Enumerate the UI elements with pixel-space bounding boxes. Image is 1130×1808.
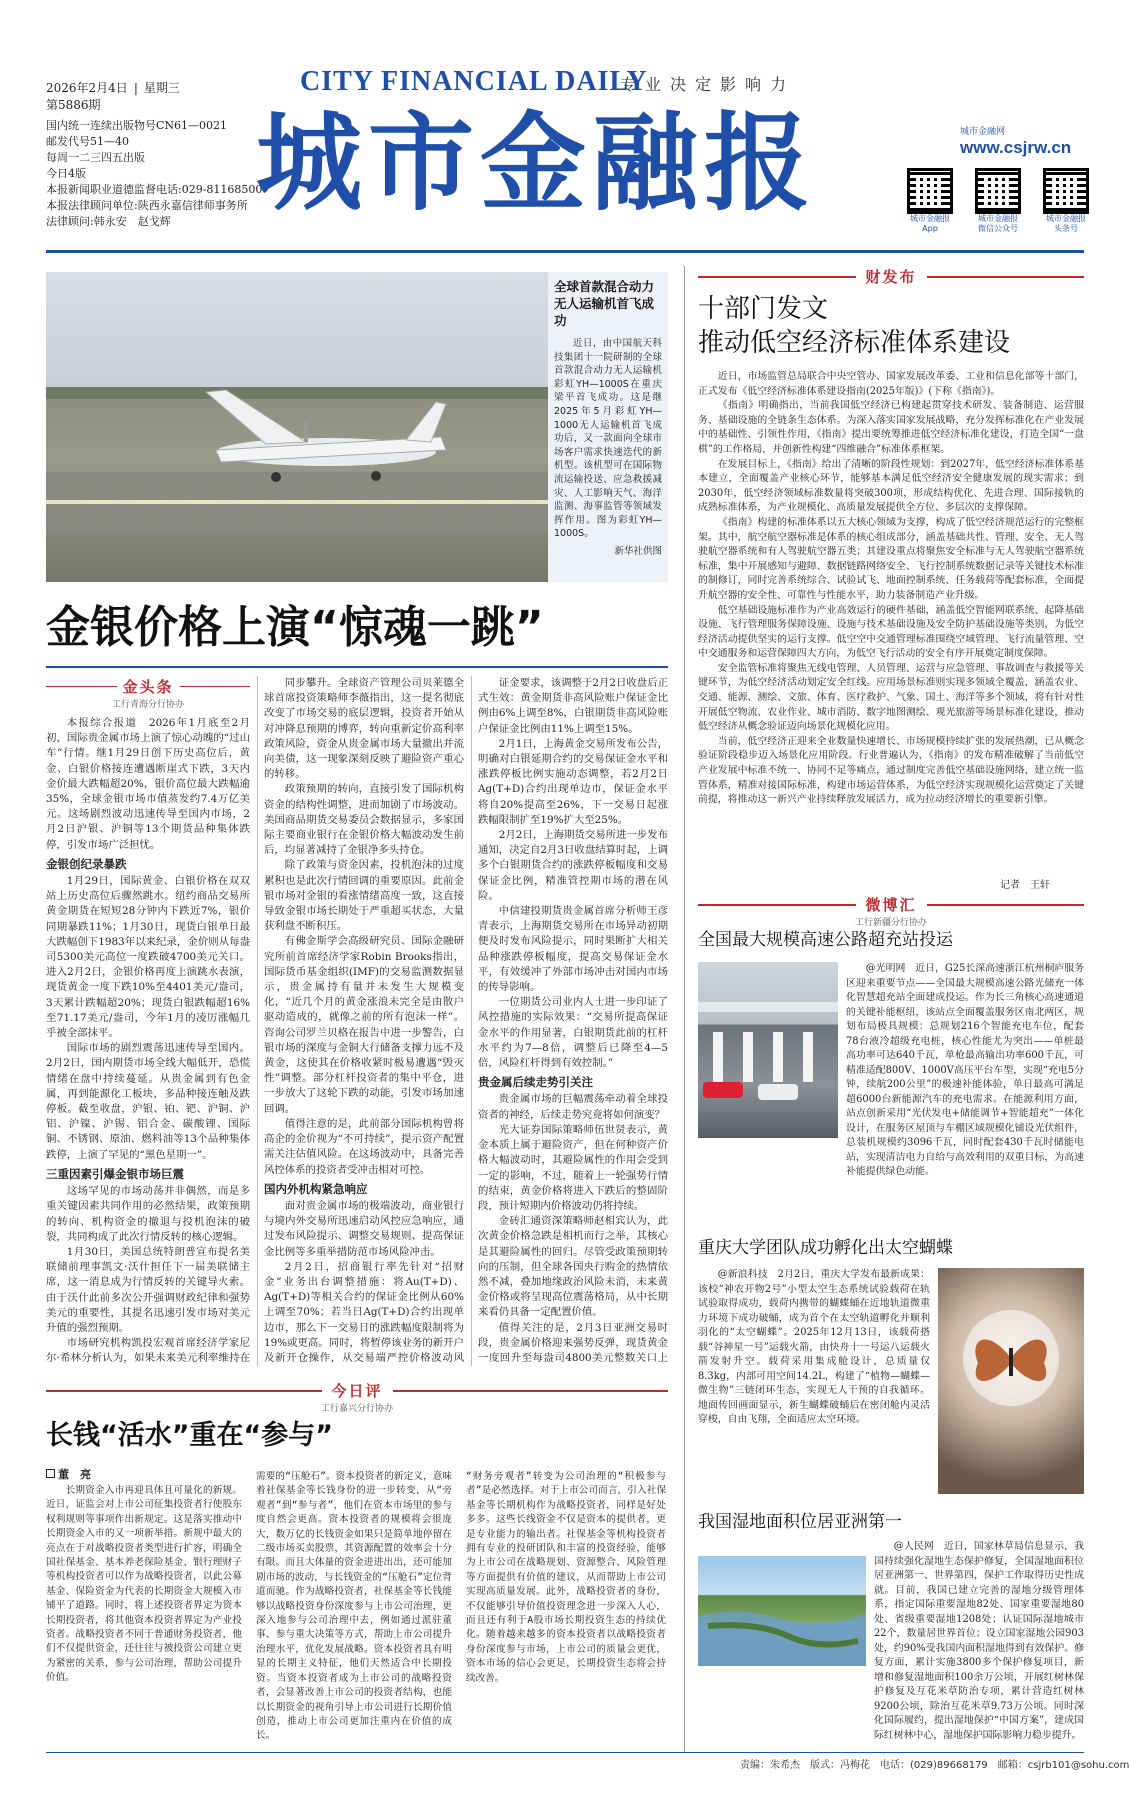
paragraph: 除了政策与资金因素，投机泡沫的过度累积也是此次行情回调的重要原因。此前金银市场对金银的看涨情绪高度一致，这直接导致金银市场长期处于严重超买状态，大量获利盘不断积压。 — [264, 859, 464, 933]
story2-photo — [938, 1268, 1084, 1494]
paragraph: 政策预期的转向，直接引发了国际机构资金的结构性调整，进而加剧了市场波动。美国商品期货交易委员会数据显示，多家国际主要商业银行在金银价格大幅波动发生前后，均显著减持了金银净多头持仓。 — [264, 783, 464, 857]
main-story-col1 — [46, 716, 250, 1366]
footer-designer: 版式：冯梅花 — [810, 1760, 870, 1771]
section-subhead: 金银创纪录暴跌 — [46, 856, 127, 871]
qr-toutiao[interactable]: 城市金融报 头条号 — [1036, 168, 1096, 234]
paragraph: 中信建投期货贵金属首席分析师王彦青表示，上海期货交易所在市场异动初期便及时发布风险提示，同时果断扩大相关品种涨跌停板幅度，提高交易保证金水平，有效缓冲了外部市场冲击对国内市场的传导影响。 — [478, 905, 668, 994]
qr-group — [900, 168, 1096, 234]
paragraph: 在发展目标上，《指南》给出了清晰的阶段性规划：到2027年，低空经济标准体系基本建立，全面覆盖产业核心环节，能够基本满足低空经济安全健康发展的现实需求；到2030年，低空经济领域标准数量将突破300项，形成结构优化、先进合理、国际接轨的成熟标准体系，为产业规模化、高质量发展提供全方位、多层次的支撑保障。 — [698, 458, 1084, 514]
paragraph: 一位期货公司业内人士进一步印证了风控措施的实际效果：“交易所提高保证金水平的作用显著，白银期货此前的杠杆水平约为7—8倍，调整后已降至4—5倍，风险杠杆得到有效控制。” — [478, 996, 668, 1070]
paragraph: 有佛金斯学会高级研究员、国际金融研究所前首席经济学家Robin Brooks指出，国际货币基金组织(IMF)的交易监测数据显示，贵金属持有量并未发生大规模变化，“近几个月的黄金涨浪未完全是由散户驱动造成的，就像之前的所有泡沫一样”。咨询公司罗兰贝格在报告中进一步警告，白银市场的深度与金铜大行储备支撑力远不及黄金，这使其在价格收紧时极易遭遇“毁灭性”调整。部分杠杆投资者的集中平仓，进一步放大了这轮下跌的动能，引发市场加速回调。 — [264, 935, 464, 1115]
paragraph: 面对贵金属市场的极端波动，商业银行与境内外交易所迅速启动风控应急响应，通过发布风险提示、调整交易规则、提高保证金比例等多重举措防范市场风险冲击。 — [264, 1199, 464, 1258]
paragraph: 金砖汇通资深策略师赵相宾认为，此次黄金价格急跌是相机而行之举，其核心是其避险属性的回归。尽管受政策预期转向的压制，但全球各国央行购金的热情依然不减，叠加地缘政治风险未消，未来黄金价格或将呈现高位震荡格局，从中长期来看仍具备一定配置价值。 — [478, 1215, 668, 1319]
section-subhead: 国内外机构紧急响应 — [264, 1181, 368, 1196]
paragraph: 安全监管标准将聚焦无线电管理、人员管理、运营与应急管理、事故调查与救援等关键环节，为低空经济活动划定安全红线。应用场景标准则实现多领域全覆盖，涵盖农业、交通、能源、测绘、文旅、体育、医疗救护、气象、国土、海洋等多个领域，将有针对性开展低空物流、农业作业、城市消防、数字地图测绘、观光旅游等场景标准化建设，推动低空经济从概念验证迈向场景化规模化应用。 — [698, 662, 1084, 733]
paragraph: 1月30日，美国总统特朗普宣布提名美联储前理事凯文·沃什担任下一届美联储主席，这一消息成为行情反转的关键导火索。由于沃什此前多次公开强调财政纪律和强势美元的重要性，其提名迅速引发市场对美元升值的强烈预期。 — [46, 1245, 250, 1334]
main-story-col2 — [264, 676, 464, 1366]
page-count: 今日4版 — [46, 167, 86, 180]
footer-phone: 电话：(029)89668179 — [880, 1760, 988, 1771]
issue-number: 第5886期 — [46, 98, 101, 112]
paragraph: 本报综合报道 2026年1月底至2月初，国际贵金属市场上演了惊心动魄的“过山车”行情。继1月29日创下历史高位后，黄金、白银价格接连遭遇断崖式下跌，3天内金价最大跌幅超20%，银价高位最大跌幅逾35%，全球金银市场市值蒸发约7.4万亿美元。这场剧烈波动迅速传导至国内市场，2月2日沪银、沪铜等13个期货品种集体跌停，引发市场广泛担忧。 — [46, 717, 250, 851]
main-tag-sponsor: 工行青海分行协办 — [111, 700, 184, 710]
commentary-col1: 长期资金入市再迎具体且可量化的新规。近日，证监会对上市公司征集投资者行使股东权利规则等事项作出新规定。这是落实推动中长期资金入市的又一项新举措。新规中最大的亮点在于对战略投资者类型进行扩容，明确全国社保基金、基本养老保险基金、银行理财子等机构投资者可以作为战略投资者，以此公募基金、保险资金为代表的长期资金大规模入市铺平了道路。同时，将上述投资者界定为资本长期投资者，将其他资本投资者界定为产业投资者。战略投资者不同于普通财务投资者，他们不仅提供资金，还往往与被投资公司建立更为紧密的关系，参与公司治理，帮助公司提升价值。 — [46, 1485, 242, 1684]
col-divider — [471, 676, 472, 1366]
paragraph: 低空基础设施标准作为产业高效运行的硬件基础，涵盖低空智能网联系统、起降基础设施、飞行管理服务保障设施、设施与技术基础设施及安全防护基础设施等类别，为低空经济活动提供坚实的运行支撑。低空空中交通管理标准围绕空域管理、飞行流量管理、空中交通服务和运营保障四大方向，为低空飞行活动的安全有序开展奠定制度保障。 — [698, 604, 1084, 660]
right-top-author: 记者 王轩 — [1000, 880, 1050, 891]
issue-weekday: 星期三 — [143, 81, 180, 95]
paragraph: 值得关注的是，2月3日亚洲交易时段，贵金属价格迎来强势反弹，现货黄金一度回升至每盎司4800美元整数关口上 — [478, 1321, 668, 1364]
main-tag-block — [46, 676, 250, 710]
site-url[interactable]: www.csjrw.cn — [960, 138, 1072, 157]
chinese-title: 城市金融报 — [256, 102, 816, 225]
right-top-headline1: 十部门发文 — [698, 294, 829, 324]
paragraph: 1月29日，国际黄金、白银价格在双双站上历史高位后骤然跳水。纽约商品交易所黄金期货在短短28分钟内下跌近7%，银价同期暴跌11%；1月30日，现货白银单日最大跌幅创下1983年以来纪录，金价则从每盎司5300美元高位一度跌破4700美元关口。进入2月2日，金银价格再度上演跳水表演，现货黄金一度下跌10%至4401美元/盎司，3天累计跌幅超20%；现货白银跌幅超16%至71.17美元/盎司，今年1月的凌厉涨幅几乎被全部抹平。 — [46, 875, 250, 1040]
story3-photo — [698, 1556, 866, 1666]
right-top-tag: 财发布 — [865, 268, 917, 286]
story2-body: @新浪科技 2月2日，重庆大学发布最新成果：该校“神农开物2号”小型太空生态系统试验载荷在轨试验取得成功，载荷内携带的蝴蝶蛹在近地轨道微重力环境下成功破蛹，成为首个在太空轨道孵化并顺利羽化的“太空蝴蝶”。2025年12月13日，该载荷搭载“谷神星一号”运载火箭，由快舟十一号运八运载火箭发射升空。载荷采用集成舱设计，总质量仅8.3kg，内部可用空间14.2L，构建了“植物—蝴蝶—微生物”三链闭环生态，实现无人干预的自我循环。地面传回画面显示，新生蝴蝶破蛹后在密闭舱内灵活穿梭，自由飞翔，全面适应太空环境。 — [698, 1269, 930, 1425]
legal-counsel: 法律顾问:韩永安 赵戈辉 — [46, 215, 171, 228]
right-mid-tag-block — [698, 894, 1084, 928]
ethics-hotline: 本报新闻职业道德监督电话:029-81168500 — [46, 183, 263, 196]
main-tag: 金头条 — [122, 678, 174, 696]
story3-body: @人民网 近日，国家林草局信息显示，我国持续强化湿地生态保护修复，全国湿地面积位居亚洲第一、世界第四，保护工作取得历史性成就。目前，我国已建立完善的湿地分级管理体系，指定国际重要湿地82处、国家重要湿地80处、省级重要湿地1208处；认证国际湿地城市22个，数量居世界首位；设立国家湿地公园903处，约90%受我国内面积湿地得到有效保护。修复方面，累计实施3800多个保护修复项目，新增和修复湿地面积100余万公顷，开展红树林保护修复及互花米草防治专项，累计营造红树林9200公顷，除治互花米草9.73万公顷。同时深化国际履约，提出湿地保护“中国方案”，建成国际红树林中心，湿地保护国际影响力稳步提升。 — [874, 1541, 1084, 1741]
right-mid-tag: 微博汇 — [865, 896, 917, 914]
commentary-author: 董 亮 — [58, 1468, 91, 1481]
main-story-col3 — [478, 676, 668, 1366]
paragraph: 市场研究机构凯投宏观首席经济学家尼尔·希林分析认为，如果未来美元利率维持在 — [46, 1337, 250, 1365]
story2-headline: 重庆大学团队成功孵化出太空蝴蝶 — [698, 1238, 953, 1258]
paragraph: 近日，市场监管总局联合中央空管办、国家发展改革委、工业和信息化部等十部门，正式发布《低空经济标准体系建设指南(2025年版)》(下称《指南》)。 — [698, 371, 1084, 397]
qr-wechat[interactable]: 城市金融报 微信公众号 — [968, 168, 1028, 234]
story1-photo — [698, 962, 838, 1138]
footer-editor: 责编：朱希杰 — [740, 1760, 800, 1771]
masthead-meta: 2026年2月4日 | 星期三 第5886期 国内统一连续出版物号CN61—0021 邮发代号51—40 每周一二三四五出版 今日4版 本报新闻职业道德监督电话:029-81168500 本报法律顾问单位:陕西永嘉信律师事务所 法律顾问:韩永安 赵戈辉 — [46, 81, 263, 228]
main-headline: 金银价格上演“惊魂一跳” — [46, 602, 544, 653]
masthead-rule — [46, 250, 1084, 253]
footer-rule — [46, 1752, 1084, 1753]
paragraph: 当前，低空经济正迎来全业数量快速增长、市场规模持续扩张的发展热潮，已从概念验证阶段稳步迈入场景化应用阶段。行业普遍认为，《指南》的发布精准破解了当前低空产业发展中标准不统一、协同不足等痛点，通过制度完善低空基础设施网络，建立统一监管体系，精准对接国际标准，构建市场运营体系，为低空经济实现规模化运营奠定了关键前提，将推动这一新兴产业持续释放发展活力，成为拉动经济增长的重要新引擎。 — [698, 735, 1084, 806]
lead-photo-caption — [548, 272, 668, 582]
commentary-tag-block — [46, 1380, 668, 1414]
wetland-icon — [698, 1556, 866, 1666]
right-mid-sponsor: 工行新疆分行协办 — [854, 918, 927, 928]
english-title: CITY FINANCIAL DAILY — [300, 66, 648, 97]
commentary-sponsor: 工行嘉兴分行协办 — [320, 1404, 393, 1414]
footer-email[interactable]: 邮箱：csjrb101@sohu.com — [997, 1760, 1130, 1771]
paragraph: 《指南》明确指出，当前我国低空经济已构建起贯穿技术研发、装备制造、运营服务、基础设施的全链条生态体系。为深入落实国家发展战略，充分发挥标准化在产业发展中的基础性、引领性作用，《指南》提出要统筹推进低空经济标准化建设，打造全国“一盘棋”的工作格局，并创新性构建“四维融合”标准体系框架。 — [698, 400, 1084, 455]
author-box-icon — [46, 1469, 55, 1478]
issue-date: 2026年2月4日 — [46, 81, 128, 95]
section-subhead: 三重因素引爆金银市场巨震 — [46, 1166, 184, 1181]
col-divider — [257, 676, 258, 1366]
story1-headline: 全国最大规模高速公路超充站投运 — [698, 930, 953, 950]
commentary-tag: 今日评 — [331, 1382, 383, 1400]
publish-frequency: 每周一二三四五出版 — [46, 151, 145, 164]
qr-app[interactable]: 城市金融报 App — [900, 168, 960, 234]
paragraph: 2月2日，上海期货交易所进一步发布通知，决定自2月3日收盘结算时起，上调多个白银期货合约的涨跌停板幅度和交易保证金比例，精准管控期市场的潜在风险。 — [478, 829, 668, 902]
story3-headline: 我国湿地面积位居亚洲第一 — [698, 1512, 902, 1532]
paragraph: 光大证券国际策略师伍世贤表示，黄金本质上属于避险资产，但在何种资产价格大幅波动时，其避险属性的作用会受到一定的影响，不过，随着上一轮强势行情的结束，黄金价格将进入下跌后的整固阶段，预计短期内价格波动仍将持续。 — [478, 1123, 668, 1212]
paragraph: 国际市场的剧烈震荡迅速传导至国内。2月2日，国内期货市场全线大幅低开，恐慌情绪在盘中持续蔓延。从贵金属到有色金属，再到能源化工板块，多品种接连触及跌停板。截至收盘，沪银、铂、钯、沪铜、沪铝、沪镍、沪锡、铝合金、碳酸锂、国际铜、不锈钢、原油、燃料油等13个品种集体跌停，上演了罕见的“黑色星期一”。 — [46, 1042, 250, 1161]
caption-title: 全球首款混合动力 无人运输机首飞成功 — [554, 279, 655, 328]
right-top-tag-block — [698, 266, 1084, 287]
caption-credit: 新华社供图 — [614, 545, 662, 557]
brand-small: 城市金融网 — [960, 127, 1006, 137]
paragraph: 2月2日，招商银行率先针对“招财金”业务出台调整措施：将Au(T+D)、Ag(T+D)等相关合约的保证金比例从60%上调至70%；若当日Ag(T+D)合约出现单边市，那么下一交易日的涨跌幅度限制将为19%或更高。同时，将暂停该业务的新开户及新开仓操作，从交易端严控价格波动风 — [264, 1260, 464, 1364]
paragraph: 贵金属市场的巨幅震荡牵动着全球投资者的神经，后续走势究竟将如何演变？ — [478, 1093, 668, 1121]
right-col-divider — [684, 266, 685, 1752]
lead-photo — [46, 272, 548, 582]
commentary-col3: “财务旁观者”转变为公司治理的“积极参与者”是必然选择。对于上市公司而言，引入社保基金等长期机构作为战略投资者，同样是好处多多。这些长线资金不仅是资本的提供者，更是专业能力的输出者。社保基金等机构投资者拥有专业的投研团队和丰富的投资经验，能够为上市公司在战略规划、资源整合、风险管理等方面提供有价值的建议，从而帮助上市公司实现高质量发展。此外，战略投资者的身份，不仅能够引导价值投资理念进一步深入人心，而且还有利于A股市场长期投资生态的持续优化。随着越来越多的资本投资者以战略投资者身份深度参与市场，上市公司的质量会更优，资本市场的信心会更足，长期投资生态将会持续改善。 — [466, 1471, 666, 1684]
legal-counsel-unit: 本报法律顾问单位:陕西永嘉信律师事务所 — [46, 199, 248, 212]
right-top-body — [698, 370, 1084, 890]
headline-rule — [46, 666, 668, 668]
story1-body: @光明网 近日，G25长深高速浙江杭州桐庐服务区迎来重要节点——全国最大规模高速公路光储充一体化智慧超充站全面建成投运。作为长三角核心高速通道的关键补能枢纽，该站点全面覆盖服务区南北两区，规划布局极具规模：总规划216个智能充电车位，配套78台液冷超级充电桩，核心性能尤为突出——单桩最高功率可达640千瓦，单枪最高输出功率600千瓦，可精准适配800V、1000V高压平台车型，实现“充电5分钟，续航200公里”的极速补能体验，单日最高可满足超6000台新能源汽车的充电需求。在能源利用方面，站点创新采用“光伏发电+储能调节+智能超充”一体化设计，在服务区屋顶与车棚区域规模化铺设光伏组件，总装机规模约3096千瓦，同时配套430千瓦时储能电站，实现清洁电力自给与高效利用的双重目标，为高速补能提供绿色动能。 — [846, 963, 1084, 1177]
paragraph: 证金要求，该调整于2月2日收盘后正式生效：黄金期货非高风险账户保证金比例由6%上调至8%，白银期货非高风险账户保证金比例由11%上调至15%。 — [478, 677, 668, 735]
footer-credits — [740, 1756, 1129, 1771]
cn-number: 国内统一连续出版物号CN61—0021 — [46, 119, 228, 132]
charging-station-icon — [698, 962, 838, 1138]
right-top-headline2: 推动低空经济标准体系建设 — [698, 328, 1011, 358]
commentary-col2: 需要的“压舱石”。资本投资者的新定义，意味着社保基金等长钱身份的进一步转变，从“旁观者”到“参与者”，他们在资本市场里的参与度自然会更高。资本投资者的规模将会很庞大，数万亿的长钱资金如果只是简单地停留在二级市场买卖股票，其资源配置的效率会十分有限。而且大体量的资金进进出出，还可能加剧市场的波动，与长钱资金的“压舱石”定位背道而驰。作为战略投资者，社保基金等长钱能够以战略投资身份深度参与上市公司治理，更深入地参与公司治理中去，例如通过派驻董事、参与重大决策等方式，帮助上市公司提升治理水平，优化发展战略。资本投资者具有明显的长期主义特征，他们天然适合中长期投资。当资本投资者成为上市公司的战略投资者，会显著改善上市公司的投资者结构，也能以长期资金的视角引导上市公司进行长期价值创造，推动上市公司更加注重内在价值的成长。 — [256, 1471, 452, 1742]
drone-aircraft-icon — [46, 272, 548, 582]
commentary-headline: 长钱“活水”重在“参与” — [46, 1420, 333, 1451]
caption-body: 近日，由中国航天科技集团十一院研制的全球首款混合动力无人运输机彩虹YH—1000S在重庆梁平首飞成功。这是继2025年5月彩虹YH—1000无人运输机首飞成功后，又一款面向全球市场客户需求快速迭代的新机型。该机型可在国际物流运输投送、应急救援减灾、人工影响天气、海洋监测、海事监管等领域发挥作用。图为彩虹YH—1000S。 — [554, 338, 662, 540]
butterfly-icon — [938, 1268, 1084, 1494]
paragraph: 同步攀升。全球资产管理公司贝莱德全球首席投资策略师李薇指出，这一提名彻底改变了市场交易的底层逻辑，投资者开始从对冲降息预期的博弈，转向重新定价高利率政策风险，资金从贵金属市场大量撤出并流向美债，这一现象深刻反映了避险资产重心的转移。 — [264, 677, 464, 781]
slogan: 专业决定影响力 — [620, 75, 796, 94]
section-subhead: 贵金属后续走势引关注 — [478, 1075, 593, 1090]
commentary-author-block — [46, 1466, 91, 1482]
paragraph: 值得注意的是，此前部分国际机构曾将高企的金价视为“不可持续”，提示资产配置需关注估值风险。在这场波动中，具备完善风控体系的投资者受冲击相对可控。 — [264, 1117, 464, 1176]
paragraph: 2月1日，上海黄金交易所发布公告，明确对白银延期合约的交易保证金水平和涨跌停板比例实施动态调整，若2月2日Ag(T+D)合约出现单边市，保证金水平将自20%提高至26%，下一交易日起涨跌幅限制扩至19%扩大至25%。 — [478, 737, 668, 826]
paragraph: 这场罕见的市场动荡并非偶然，而是多重关键因素共同作用的必然结果，政策预期的转向、机构资金的撤退与投机泡沫的破裂，共同构成了此次行情反转的核心逻辑。 — [46, 1185, 250, 1243]
postal-code: 邮发代号51—40 — [46, 135, 129, 148]
paragraph: 《指南》构建的标准体系以五大核心领域为支撑，构成了低空经济规范运行的完整框架。其中，航空航空器标准是体系的核心组成部分，涵盖基础共性、管理、安全、无人驾驶航空器系统和有人驾驶航空器五类；其建设重点将聚焦安全标准与无人驾驶航空器系统标准，集中开展感知与避障、数据链路网络安全、飞行控制系统数据记录等关键技术标准的制修订，同时完善系统综合、试验试飞、地面控制系统、任务载荷等配套标准，全面提升航空器的安全性、可靠性与性能水平，助力装备制造产业升级。 — [698, 516, 1084, 601]
